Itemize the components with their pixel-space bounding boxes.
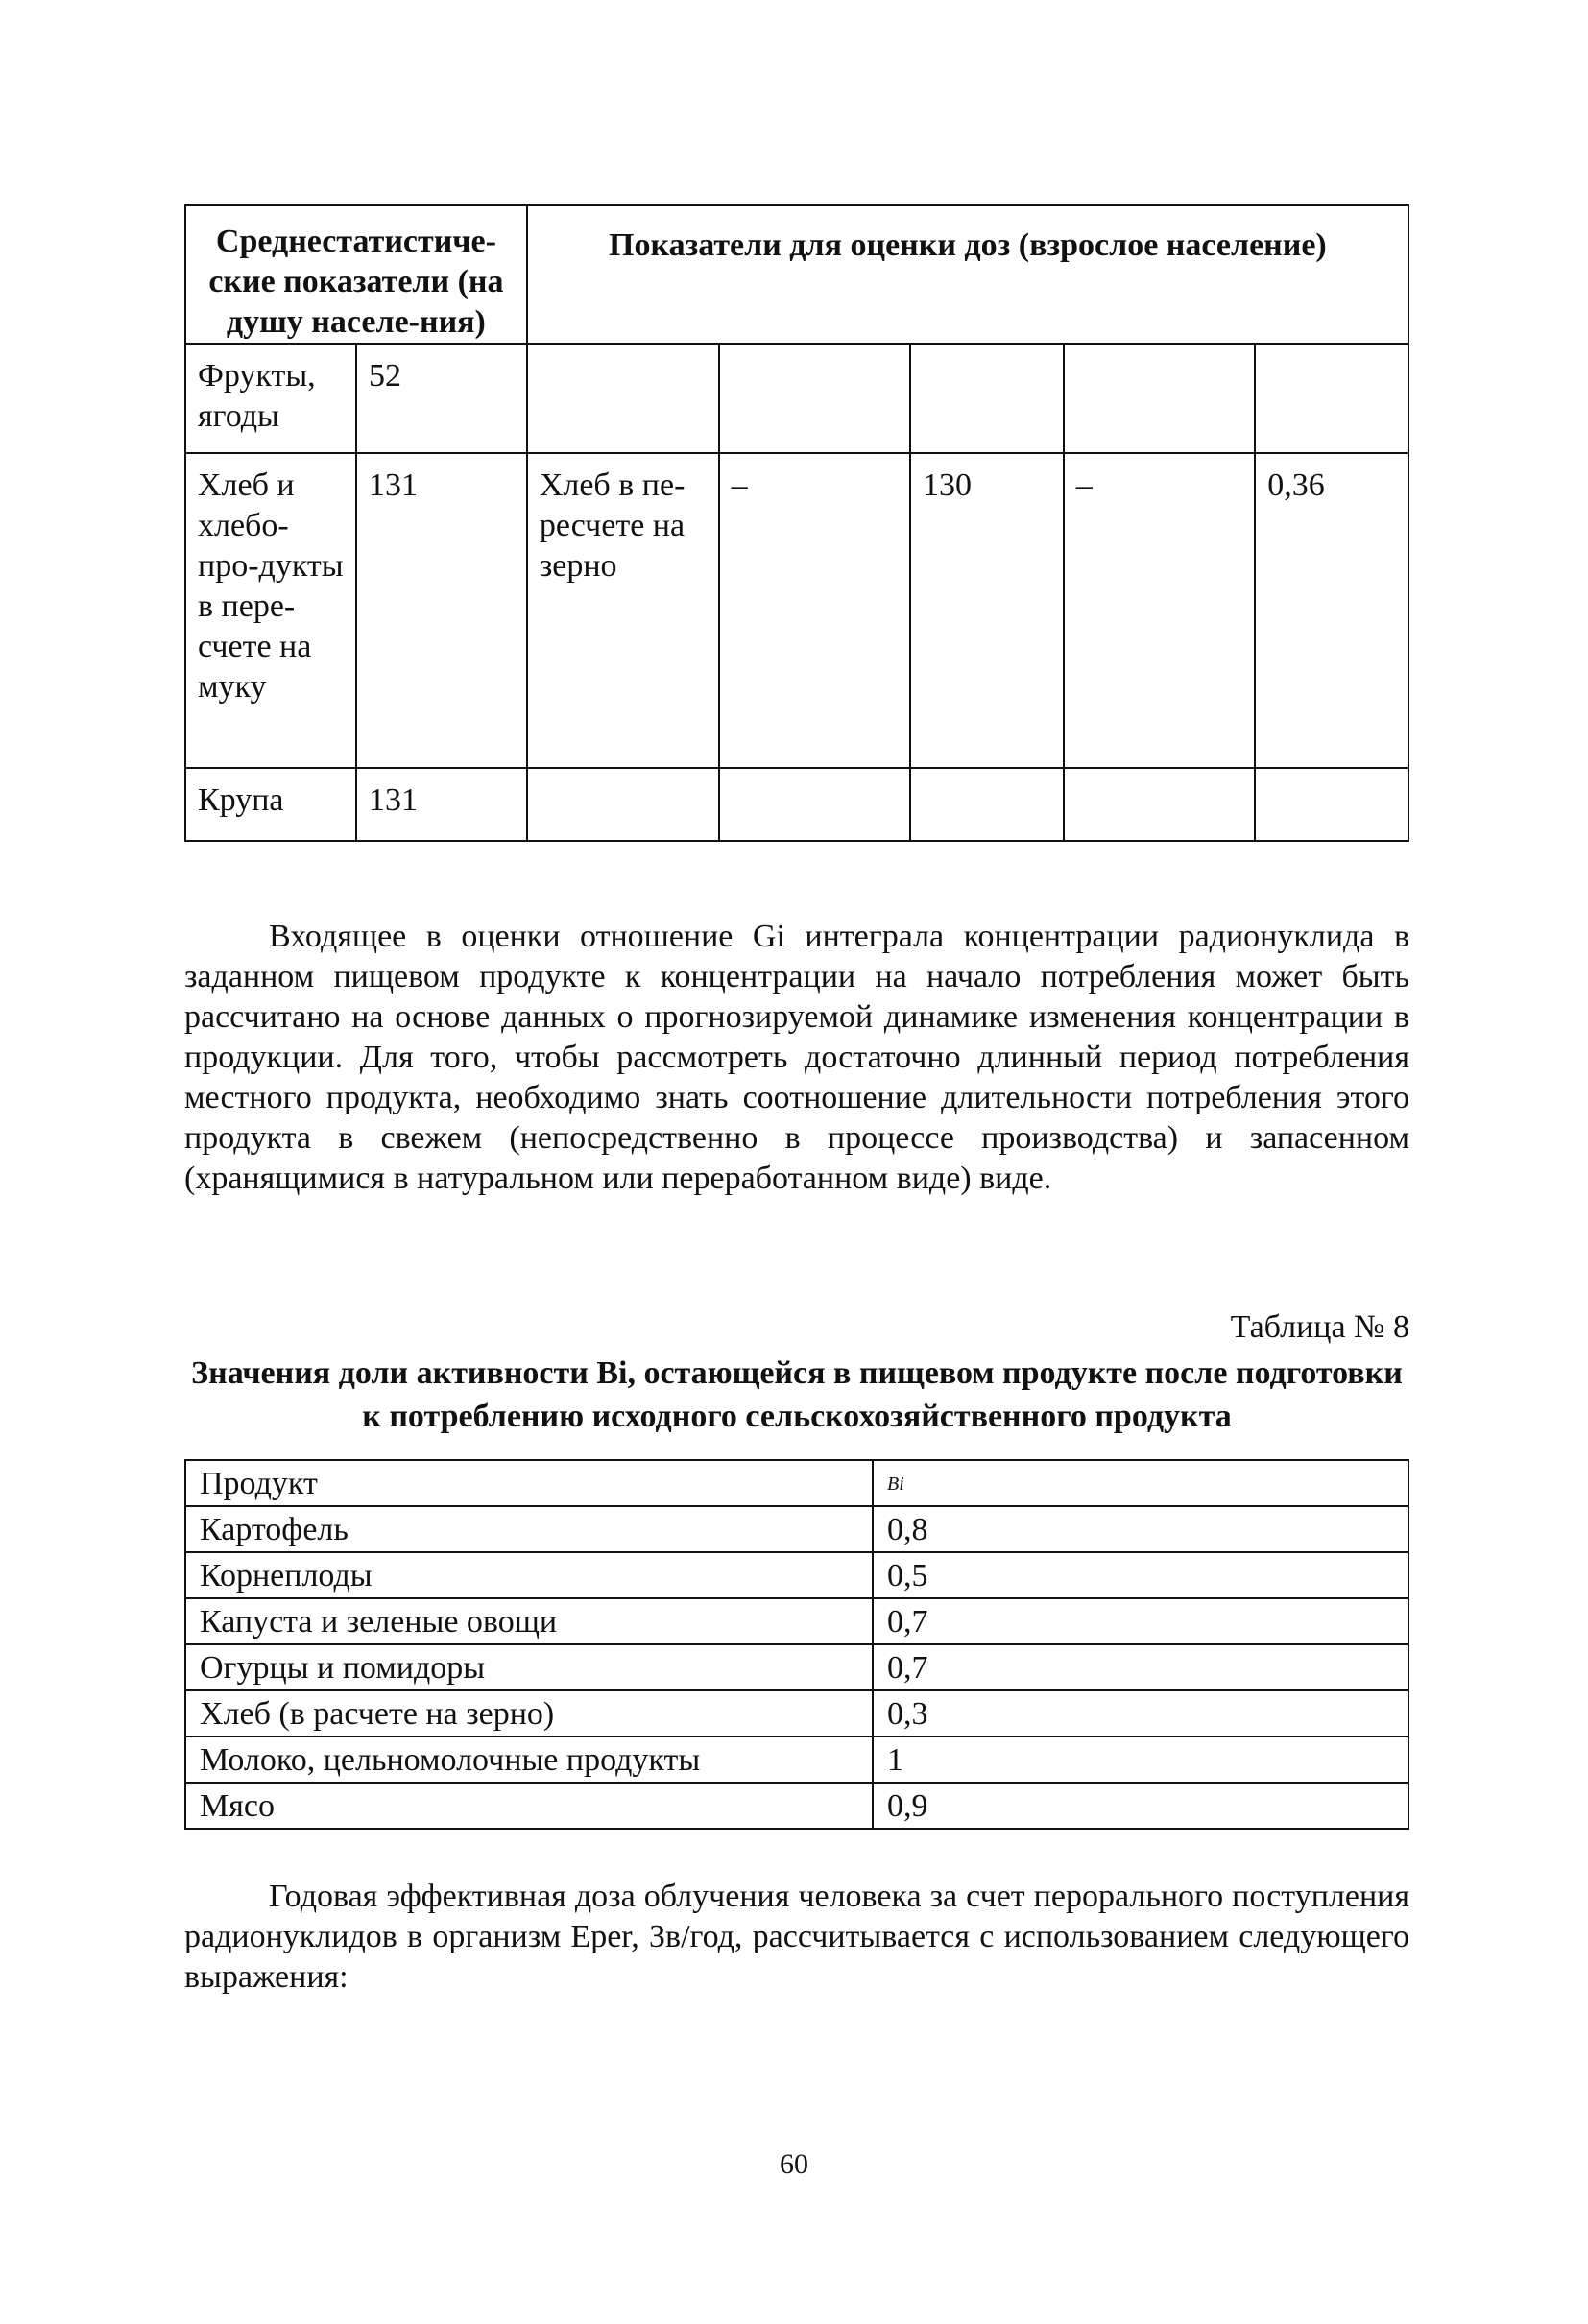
table-row [185,1690,1408,1737]
cell: 130 [910,453,1064,768]
table-row [185,1506,1408,1552]
cell-value: 0,3 [873,1690,1408,1737]
cell [527,344,719,453]
cell-value: 0,7 [873,1644,1408,1690]
cell-value: 131 [356,453,527,768]
cell [719,768,910,841]
cell-value: 0,8 [873,1506,1408,1552]
cell-product: Капуста и зеленые овощи [185,1598,873,1644]
cell-product: Картофель [185,1506,873,1552]
cell-product: Крупа [185,768,356,841]
cell [1255,344,1408,453]
table-row [185,344,1408,453]
table-header-row [185,1460,1408,1506]
header-cell-product: Продукт [185,1460,873,1506]
cell-value: 1 [873,1737,1408,1783]
cell [527,768,719,841]
cell [1064,768,1255,841]
table-title: Значения доли активности Bi, остающейся в пищевом продукте после подготовки к потреблению исходного сельскохозяйственного продукта [191,1355,1403,1434]
page-number: 60 [780,2148,808,2180]
table-row [185,1598,1408,1644]
cell: – [719,453,910,768]
dose-indicators-table [184,204,1409,842]
cell-value: 52 [356,344,527,453]
cell-value: 131 [356,768,527,841]
table-header-row [185,205,1408,344]
table-row [185,1552,1408,1598]
cell-product: Молоко, цельномолочные продукты [185,1737,873,1783]
cell-value: 0,9 [873,1783,1408,1829]
table-row [185,1737,1408,1783]
cell: – [1064,453,1255,768]
cell-product: Корнеплоды [185,1552,873,1598]
cell [910,768,1064,841]
table-row [185,453,1408,768]
header-cell-bi: Bi [873,1460,1408,1506]
table-row [185,1783,1408,1829]
cell [910,344,1064,453]
table-row [185,768,1408,841]
cell-product: Фрукты, ягоды [185,344,356,453]
cell-product: Мясо [185,1783,873,1829]
cell [719,344,910,453]
activity-fraction-table [184,1459,1409,1830]
table-label: Таблица № 8 [1230,1309,1409,1345]
paragraph-eper-formula-intro: Годовая эффективная доза облучения человека за счет перорального поступления радионуклидов в организм Eper, Зв/год, рассчитывается с использованием следующего выражения: [184,1879,1409,1995]
cell-product: Огурцы и помидоры [185,1644,873,1690]
cell [1255,768,1408,841]
header-cell-per-capita: Среднестатистиче-ские показатели (на душу населе-ния) [185,205,527,344]
cell: Хлеб в пе-ресчете на зерно [527,453,719,768]
cell-product: Хлеб и хлебо-про-дукты в пере-счете на муку [185,453,356,768]
cell [1064,344,1255,453]
cell-value: 0,7 [873,1598,1408,1644]
cell-product: Хлеб (в расчете на зерно) [185,1690,873,1737]
header-cell-dose-indicators: Показатели для оценки доз (взрослое население) [527,205,1408,344]
cell: 0,36 [1255,453,1408,768]
paragraph-gi-ratio: Входящее в оценки отношение Gi интеграла концентрации радионуклида в заданном пищевом продукте к концентрации на начало потребления может быть рассчитано на основе данных о прогнозируемой динамике изменения концентрации в продукции. Для того, чтобы рассмотреть достаточно длинный период потребления местного продукта, необходимо знать соотношение длительности потребления этого продукта в свежем (непосредственно в процессе производства) и запасенном (хранящимися в натуральном или переработанном виде) виде. [184,919,1409,1196]
cell-value: 0,5 [873,1552,1408,1598]
table-row [185,1644,1408,1690]
